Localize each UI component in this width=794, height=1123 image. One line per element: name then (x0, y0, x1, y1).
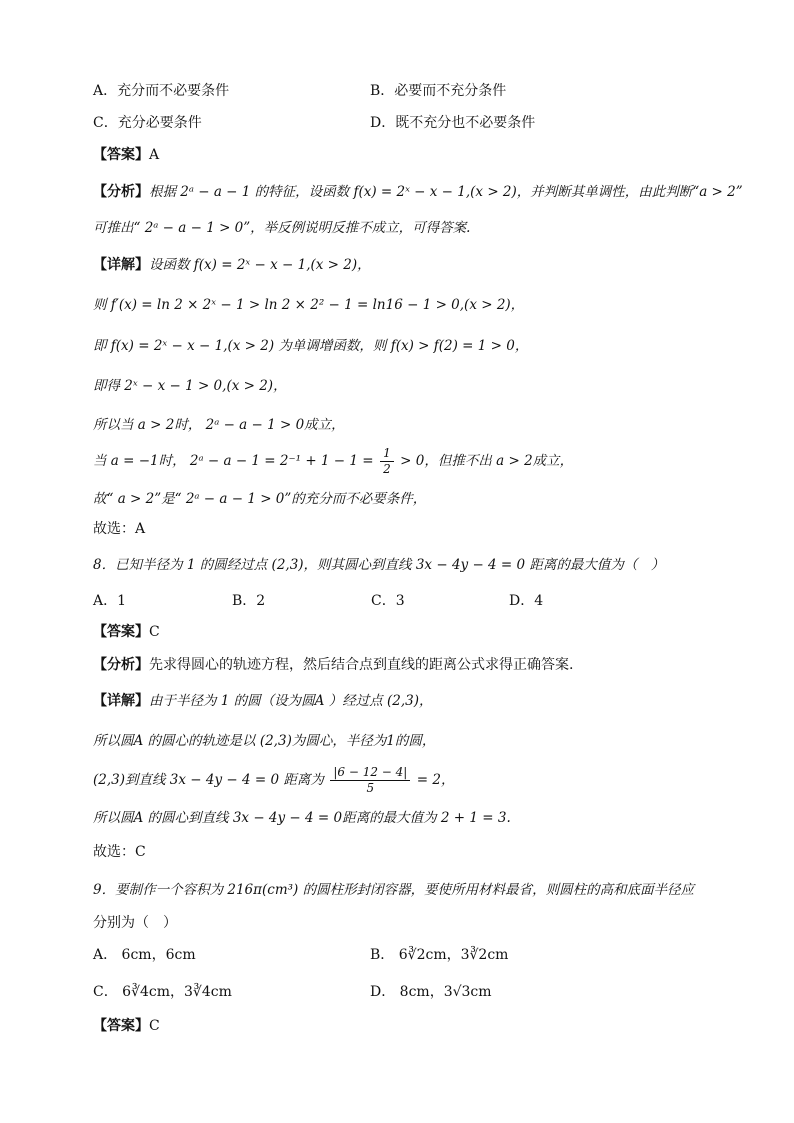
q8-choose (93, 842, 146, 862)
q8-detail-line-4 (93, 808, 511, 828)
answer-tag: 【答案】 (93, 1018, 149, 1034)
q7-option-c: C．充分必要条件 (93, 115, 202, 131)
q8-detail-line-2 (93, 731, 435, 751)
fraction-denominator: 5 (366, 780, 375, 795)
fraction-numerator: 1 (380, 446, 394, 462)
answer-tag: 【答案】 (93, 624, 149, 640)
fraction-denominator: 2 (383, 461, 391, 476)
choose-text: 故选：A (93, 521, 146, 537)
answer-value: C (149, 624, 160, 640)
analysis-tag: 【分析】 (93, 184, 149, 200)
analysis-text: 先求得圆心的轨迹方程，然后结合点到直线的距离公式求得正确答案. (149, 657, 574, 673)
detail-text: 即 f(x) = 2ˣ − x − 1,(x > 2) 为单调增函数，则 f(x) > f(2) = 1 > 0， (93, 338, 529, 354)
q7-choose (93, 519, 145, 539)
detail-text: 所以圆A 的圆心到直线 3x − 4y − 4 = 0距离的最大值为 2 + 1 = 3. (93, 810, 511, 826)
q8-option-d: D．4 (509, 593, 544, 609)
detail-text: 则 f′(x) = ln 2 × 2ˣ − 1 > ln 2 × 2² − 1 = ln16 − 1 > 0,(x > 2)， (93, 297, 525, 313)
q7-option-b: B．必要而不充分条件 (370, 83, 507, 99)
detail-text: 故“ a > 2”是“ 2ᵃ − a − 1 > 0”的充分而不必要条件， (93, 491, 427, 507)
q9-answer (93, 1016, 160, 1036)
q7-option-a: A．充分而不必要条件 (93, 83, 230, 99)
q7-detail-line-3 (93, 336, 528, 356)
fraction-one-half (380, 446, 394, 477)
q9-stem-line-1 (93, 880, 694, 900)
detail-text: = 2， (416, 772, 455, 788)
detail-text: 即得 2ˣ − x − 1 > 0,(x > 2)， (93, 378, 287, 394)
detail-tag: 【详解】 (93, 257, 149, 273)
q8-option-c: C．3 (371, 593, 405, 609)
detail-text: 由于半径为 1 的圆（设为圆A ）经过点 (2,3)， (149, 693, 433, 709)
q9-option-c: C． 6∛4cm，3∛4cm (93, 984, 232, 1000)
question-stem: 分别为（ ） (93, 915, 177, 931)
detail-text: 所以圆A 的圆心的轨迹是以 (2,3)为圆心，半径为1的圆， (93, 733, 436, 749)
answer-tag: 【答案】 (93, 147, 149, 163)
q7-detail-line-5 (93, 415, 345, 435)
q7-detail-line-1 (93, 255, 371, 275)
q8-answer (93, 622, 160, 642)
q7-detail-line-2 (93, 295, 524, 315)
fraction-distance (330, 765, 410, 796)
q7-analysis-line-2 (93, 218, 470, 238)
q8-analysis (93, 655, 573, 675)
q8-stem (93, 555, 664, 575)
q7-analysis-line-1 (93, 182, 743, 202)
q7-detail-line-7 (93, 489, 426, 509)
q9-option-b: B． 6∛2cm，3∛2cm (370, 947, 509, 963)
choose-text: 故选：C (93, 844, 146, 860)
answer-value: C (149, 1018, 160, 1034)
q7-detail-line-4 (93, 376, 287, 396)
detail-text: 设函数 f(x) = 2ˣ − x − 1,(x > 2)， (149, 257, 371, 273)
fraction-numerator: |6 − 12 − 4| (330, 765, 410, 781)
q8-option-a: A．1 (93, 593, 127, 609)
q9-stem-line-2 (93, 913, 177, 933)
q7-answer (93, 145, 159, 165)
detail-tag: 【详解】 (93, 693, 149, 709)
q7-option-d: D．既不充分也不必要条件 (370, 115, 536, 131)
question-stem: 8．已知半径为 1 的圆经过点 (2,3)，则其圆心到直线 3x − 4y − 4 = 0 距离的最大值为（ ） (93, 557, 665, 573)
answer-value: A (149, 147, 160, 163)
question-stem: 9．要制作一个容积为 216π(cm³) 的圆柱形封闭容器，要使所用材料最省，则圆柱的高和底面半径应 (93, 882, 695, 898)
detail-text: > 0，但推不出 a > 2成立， (400, 453, 574, 469)
analysis-tag: 【分析】 (93, 657, 149, 673)
q8-detail-line-3 (93, 762, 454, 798)
q7-detail-line-6 (93, 443, 573, 479)
detail-text: (2,3)到直线 3x − 4y − 4 = 0 距离为 (93, 772, 324, 788)
analysis-text: 根据 2ᵃ − a − 1 的特征，设函数 f(x) = 2ˣ − x − 1,(x > 2)，并判断其单调性，由此判断“a > 2” (149, 184, 743, 200)
detail-text: 所以当 a > 2时， 2ᵃ − a − 1 > 0成立， (93, 417, 345, 433)
q8-detail-line-1 (93, 691, 433, 711)
q9-option-d: D． 8cm，3√3cm (370, 984, 492, 1000)
analysis-text: 可推出“ 2ᵃ − a − 1 > 0”，举反例说明反推不成立，可得答案. (93, 220, 471, 236)
detail-text: 当 a = −1时， 2ᵃ − a − 1 = 2⁻¹ + 1 − 1 = (93, 453, 374, 469)
q8-option-b: B．2 (232, 593, 266, 609)
q9-option-a: A． 6cm，6cm (93, 947, 196, 963)
